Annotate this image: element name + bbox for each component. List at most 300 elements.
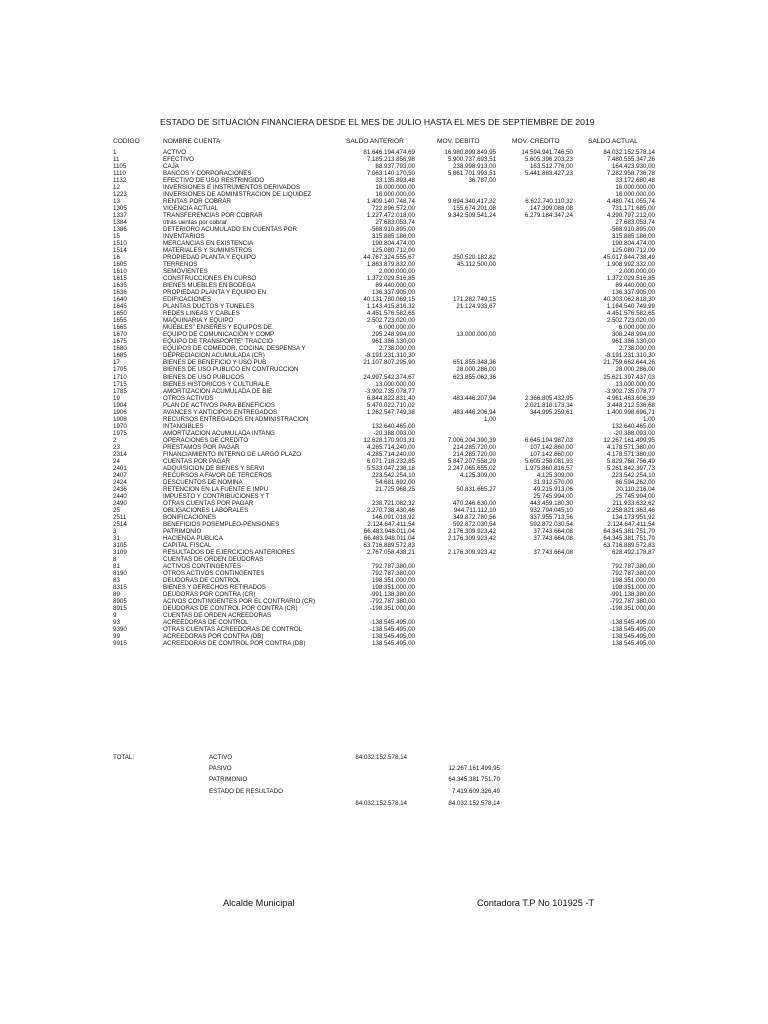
table-row — [0, 303, 768, 310]
row-code: 1510 — [113, 240, 127, 248]
row-prev-balance: 89.440.000,00 — [375, 282, 415, 290]
row-account-name: MUEBLES" ENSERES Y EQUIPOS DE — [163, 324, 272, 332]
row-prev-balance: 132.640.465,00 — [371, 422, 415, 430]
row-current-balance: 134.173.951,92 — [611, 513, 655, 521]
row-code: 1132 — [113, 177, 127, 185]
row-code: 1384 — [113, 219, 127, 227]
row-account-name: PLAN DE ACTIVOS PARA BENEFICIOS — [163, 401, 275, 409]
row-code: 1650 — [113, 310, 127, 318]
row-current-balance: -568.910.895,00 — [609, 226, 655, 234]
row-prev-balance: 2.738.000,00 — [378, 345, 415, 353]
row-prev-balance: -8.191.231.310,30 — [364, 352, 415, 360]
row-code: 8 — [113, 555, 117, 563]
row-debit: 5.900.737.693,51 — [447, 156, 496, 164]
row-code: 1665 — [113, 324, 127, 332]
row-account-name: ACREEDORAS POR CONTRA (DB) — [163, 633, 264, 641]
totals-resultado-label: ESTADO DE RESULTADO — [209, 788, 283, 795]
row-code: 16 — [113, 254, 120, 262]
row-current-balance: -991.138.380,00 — [609, 590, 655, 598]
table-row — [0, 591, 768, 598]
row-code: 1305 — [113, 205, 127, 213]
row-code: 2440 — [113, 492, 127, 500]
row-current-balance: 64.345.381.751,70 — [603, 527, 655, 535]
row-current-balance: 12.267.161.499,95 — [603, 436, 655, 444]
table-row — [0, 416, 768, 423]
row-credit: 443.459.180,30 — [529, 499, 573, 507]
row-prev-balance: 4.451.576.582,65 — [366, 310, 415, 318]
row-debit: 214.285.720,00 — [452, 443, 496, 451]
row-prev-balance: 792.787.380,00 — [371, 562, 415, 570]
row-debit: 651.855.348,36 — [452, 359, 496, 367]
row-current-balance: 4.961.463.606,39 — [606, 394, 655, 402]
row-account-name: OPERACIONES DE CREDITO — [163, 436, 249, 444]
table-row — [0, 535, 768, 542]
row-account-name: ACTIVO — [163, 149, 187, 156]
row-prev-balance: 24.997.542.374,67 — [363, 373, 415, 381]
row-account-name: BIENES DE BENEFICIO Y USO PUB — [163, 359, 267, 367]
row-credit: 6.645.194.987,03 — [524, 436, 573, 444]
row-code: 89 — [113, 590, 120, 598]
row-credit: 2.366.805.432,95 — [524, 394, 573, 402]
row-prev-balance: 44.767.324.555,67 — [363, 254, 415, 262]
row-account-name: ACREEDORAS DE CONTROL — [163, 619, 249, 627]
row-account-name: CAPITAL FISCAL — [163, 541, 212, 549]
row-credit: 37.743.664,08 — [533, 527, 573, 535]
row-debit: 4.125.309,00 — [459, 471, 496, 479]
row-debit: 16.980.899.849,95 — [444, 149, 496, 156]
row-prev-balance: 2.502.723.020,00 — [366, 317, 415, 325]
table-row — [0, 247, 768, 254]
row-prev-balance: 88.937.793,00 — [375, 163, 415, 171]
row-prev-balance: 40.131.780.069,15 — [363, 296, 415, 304]
row-prev-balance: 1.262.547.749,38 — [366, 408, 415, 416]
row-code: 1386 — [113, 226, 127, 234]
row-prev-balance: -20.388.093,00 — [373, 429, 415, 437]
table-row — [0, 577, 768, 584]
row-current-balance: 5.261.842.397,73 — [606, 464, 655, 472]
row-account-name: CUENTAS DE ORDEN ACREEDORAS — [163, 612, 272, 620]
table-row — [0, 219, 768, 226]
row-prev-balance: 136.337.905,00 — [371, 289, 415, 297]
row-account-name: OTRAS CUENTAS ACREEDORAS DE CONTROL — [163, 626, 303, 634]
row-prev-balance: 81.646.194.474,69 — [363, 149, 415, 156]
table-row — [0, 184, 768, 191]
row-prev-balance: 54.681.692,00 — [375, 478, 415, 486]
table-row — [0, 430, 768, 437]
row-account-name: OBLIGACIONES LABORALES — [163, 506, 249, 514]
row-prev-balance: 16.000.000,00 — [375, 191, 415, 199]
row-account-name: IMPUESTO Y CONTRIBUCIONES Y T — [163, 492, 270, 500]
row-code: 1337 — [113, 212, 127, 220]
row-current-balance: 190.804.474,00 — [611, 240, 655, 248]
row-prev-balance: 1.143.415.816,32 — [366, 303, 415, 311]
row-current-balance: 16.000.000,00 — [615, 191, 655, 199]
row-account-name: DEUDORAS POR CONTRA (CR) — [163, 590, 256, 598]
header-name: NOMBRE CUENTA — [163, 138, 221, 145]
table-row — [0, 570, 768, 577]
row-prev-balance: 138.545.495,00 — [371, 640, 415, 648]
row-credit: 1.975.860.816,57 — [524, 464, 573, 472]
row-current-balance: 2.502.723.020,00 — [606, 317, 655, 325]
table-row — [0, 423, 768, 430]
row-debit: 28.000.286,00 — [456, 366, 496, 374]
row-code: 15 — [113, 233, 120, 241]
table-row — [0, 465, 768, 472]
row-code: 83 — [113, 576, 120, 584]
row-current-balance: 1.164.540.749,99 — [606, 303, 655, 311]
row-prev-balance: 6.071.718.232,85 — [366, 457, 415, 465]
table-row — [0, 261, 768, 268]
table-row — [0, 268, 768, 275]
row-current-balance: 20.110.216,04 — [615, 485, 655, 493]
table-row — [0, 317, 768, 324]
row-account-name: CUENTAS POR PAGAR — [163, 457, 231, 465]
row-code: 8915 — [113, 605, 127, 613]
row-account-name: HACIENDA PUBLICA — [163, 534, 223, 542]
row-current-balance: 136.337.905,00 — [611, 289, 655, 297]
row-credit: 5.605.258.081,93 — [524, 457, 573, 465]
row-debit: 9.342.509.541,24 — [447, 212, 496, 220]
row-prev-balance: 1.409.140.748,74 — [366, 198, 415, 206]
row-current-balance: 3.448.212.536,68 — [606, 401, 655, 409]
row-debit: 45.112.500,00 — [456, 261, 496, 269]
row-account-name: DEUDORAS DE CONTROL — [163, 576, 241, 584]
row-prev-balance: 2.767.058.438,21 — [366, 548, 415, 556]
header-prev-balance: SALDO ANTERIOR — [346, 138, 404, 145]
row-code: 17 — [113, 359, 120, 367]
table-row — [0, 500, 768, 507]
row-credit: 107.142.860,00 — [529, 443, 573, 451]
row-account-name: DEPRECIACION ACUMULADA (CR) — [163, 352, 265, 360]
row-account-name: ADQUISICION DE BIENES Y SERVI — [163, 464, 265, 472]
table-row — [0, 437, 768, 444]
table-row — [0, 507, 768, 514]
row-current-balance: 7.480.555.347,26 — [606, 156, 655, 164]
table-row — [0, 486, 768, 493]
row-code: 1110 — [113, 170, 126, 178]
row-credit: 5.605.396.203,23 — [524, 156, 573, 164]
row-credit: 37.743.664,08 — [533, 534, 573, 542]
table-row — [0, 542, 768, 549]
row-current-balance: 308.248.994,00 — [611, 331, 655, 339]
row-code: 1675 — [113, 338, 127, 346]
table-row — [0, 388, 768, 395]
row-debit: 2.247.065.655,02 — [447, 464, 496, 472]
signature-mayor: Alcalde Municipal — [223, 898, 295, 908]
row-account-name: RETENCION EN LA FUENTE E IMPU — [163, 485, 269, 493]
row-account-name: TERRENOS — [163, 261, 198, 269]
row-debit: 483.446.207,94 — [452, 394, 496, 402]
row-current-balance: 4.451.576.582,65 — [606, 310, 655, 318]
row-current-balance: 40.303.062.818,30 — [603, 296, 655, 304]
row-account-name: EDIFICACIONES — [163, 296, 212, 304]
table-row — [0, 289, 768, 296]
table-row — [0, 338, 768, 345]
row-account-name: AMORTIZACION ACUMULADA INTANG — [163, 429, 275, 437]
row-prev-balance: 198.351.000,00 — [371, 583, 415, 591]
table-row — [0, 345, 768, 352]
row-account-name: MAQUINARIA Y EQUIPO — [163, 317, 234, 325]
row-debit: 1,00 — [483, 415, 496, 423]
table-row — [0, 310, 768, 317]
row-debit: 2.176.309.923,42 — [447, 548, 496, 556]
row-prev-balance: 4.285.714.240,00 — [366, 443, 415, 451]
row-debit: 13.000.000,00 — [456, 331, 496, 339]
row-prev-balance: 27.683.053,74 — [375, 219, 415, 227]
row-code: 2 — [113, 436, 117, 444]
table-row — [0, 205, 768, 212]
row-account-name: BONIFICACIONES — [163, 513, 216, 521]
row-current-balance: 64.345.381.751,70 — [603, 534, 655, 542]
row-code: 1904 — [113, 401, 127, 409]
row-current-balance: 4.480.741.055,74 — [606, 198, 655, 206]
row-account-name: EFECTIVO DE USO RESTRINGIDO — [163, 177, 265, 185]
row-prev-balance: 1.372.029.516,85 — [366, 275, 415, 283]
totals-sum-left: 84.032.152.578,14 — [355, 800, 407, 807]
row-prev-balance: 66.483.948.011,04 — [363, 527, 415, 535]
table-row — [0, 556, 768, 563]
row-prev-balance: 722.896.572,00 — [371, 205, 415, 213]
row-current-balance: 792.787.380,00 — [611, 569, 655, 577]
table-row — [0, 275, 768, 282]
row-prev-balance: 66.483.948.011,04 — [363, 534, 415, 542]
table-row — [0, 191, 768, 198]
row-prev-balance: 13.000.000,00 — [375, 380, 415, 388]
table-row — [0, 458, 768, 465]
row-code: 1636 — [113, 289, 127, 297]
row-current-balance: 86.594.262,00 — [615, 478, 655, 486]
row-prev-balance: 4.285.714.240,00 — [366, 450, 415, 458]
row-account-name: BIENES MUEBLES EN BODEGA — [163, 282, 256, 290]
row-current-balance: 731.171.685,00 — [611, 205, 655, 213]
row-account-name: RESULTADOS DE EJERCICIOS ANTERIORES — [163, 548, 295, 556]
row-account-name: ACTIVOS CONTINGENTES — [163, 562, 242, 570]
row-account-name: PATRIMONIO — [163, 527, 202, 535]
row-current-balance: 4.178.571.380,00 — [606, 450, 655, 458]
row-credit: 592.872.030,54 — [529, 520, 573, 528]
row-prev-balance: 190.804.474,00 — [371, 240, 415, 248]
row-debit: 155.674.201,08 — [452, 205, 496, 213]
table-row — [0, 479, 768, 486]
row-prev-balance: -138.545.495,00 — [369, 619, 415, 627]
row-current-balance: -792.787.380,00 — [609, 598, 655, 605]
row-account-name: RECURSOS A FAVOR DE TERCEROS — [163, 471, 272, 479]
table-row — [0, 528, 768, 535]
row-code: 8190 — [113, 569, 127, 577]
row-current-balance: 164.423.930,00 — [611, 163, 655, 171]
table-row — [0, 612, 768, 619]
row-account-name: OTROS ACTIVOS — [163, 394, 214, 402]
row-credit: 337.955.713,56 — [529, 513, 573, 521]
row-debit: 349.872.780,56 — [452, 513, 496, 521]
row-code: 11 — [113, 156, 120, 164]
row-current-balance: -138.545.495,00 — [609, 619, 655, 627]
table-row — [0, 296, 768, 303]
row-account-name: PLANTAS DUCTOS Y TUNELES — [163, 303, 255, 311]
row-code: 12 — [113, 184, 120, 192]
row-debit: 171.282.749,15 — [452, 296, 496, 304]
row-account-name: AVANCES Y ANTICIPOS ENTREGADOS — [163, 408, 278, 416]
table-row — [0, 198, 768, 205]
row-prev-balance: 238.721.082,32 — [371, 499, 415, 507]
table-row — [0, 633, 768, 640]
header-code: CODIGO — [113, 138, 140, 145]
row-current-balance: 961.386.130,00 — [611, 338, 655, 346]
row-account-name: DESCUENTOS DE NOMINA — [163, 478, 243, 486]
row-code: 9 — [113, 612, 117, 620]
row-code: 1640 — [113, 296, 127, 304]
row-debit: 50.831.665,27 — [456, 485, 496, 493]
row-account-name: PROPIEDAD PLANTA Y EQUIPO EN — [163, 289, 267, 297]
row-account-name: RECURSOS ENTREGADOS EN ADMINISTRACION — [163, 415, 309, 423]
totals-pasivo-value: 12.267.161.499,95 — [448, 765, 500, 772]
row-credit: 344.995.259,61 — [529, 408, 573, 416]
row-debit: 470.246.630,00 — [452, 499, 496, 507]
table-row — [0, 584, 768, 591]
row-debit: 2.176.309.923,42 — [447, 527, 496, 535]
row-prev-balance: 21.725.968,25 — [375, 485, 415, 493]
row-code: 1610 — [113, 268, 127, 276]
row-current-balance: 27.683.053,74 — [615, 219, 655, 227]
row-code: 13 — [113, 198, 120, 206]
row-code: 1645 — [113, 303, 127, 311]
row-code: 2314 — [113, 450, 127, 458]
table-row — [0, 444, 768, 451]
row-account-name: PRESTAMOS POR PAGAR — [163, 443, 240, 451]
row-account-name: REDES LINEAS Y CABLES — [163, 310, 240, 318]
row-code: 9915 — [113, 640, 127, 648]
row-prev-balance: -198.351.000,00 — [369, 605, 415, 613]
row-account-name: INVERSIONES E INSTRUMENTOS DERIVADOS — [163, 184, 300, 192]
row-account-name: BANCOS Y CORPORACIONES — [163, 170, 252, 178]
row-prev-balance: -991.138.380,00 — [369, 590, 415, 598]
table-row — [0, 381, 768, 388]
table-row — [0, 472, 768, 479]
row-code: 19 — [113, 394, 120, 402]
table-row — [0, 605, 768, 612]
row-current-balance: 198.351.000,00 — [611, 583, 655, 591]
row-current-balance: 792.787.380,00 — [611, 562, 655, 570]
row-credit: 107.142.860,00 — [529, 450, 573, 458]
totals-sum-right: 84.032.152.578,14 — [448, 800, 500, 807]
row-current-balance: 16.000.000,00 — [615, 184, 655, 192]
table-row — [0, 598, 768, 605]
row-code: 24 — [113, 457, 120, 465]
row-current-balance: 125.080.712,00 — [611, 247, 655, 255]
row-debit: 21.124.933,67 — [456, 303, 496, 311]
row-current-balance: -198.351.000,00 — [609, 605, 655, 613]
row-code: 1670 — [113, 331, 127, 339]
row-debit: 944.711.112,10 — [453, 506, 496, 514]
row-account-name: TRANSFERENCIAS POR COBRAR — [163, 212, 263, 220]
row-current-balance: 89.440.000,00 — [615, 282, 655, 290]
table-row — [0, 395, 768, 402]
row-code: 99 — [113, 633, 120, 641]
row-debit: 250.520.182,82 — [452, 254, 496, 262]
row-current-balance: -3.902.735.078,77 — [604, 387, 655, 395]
totals-patrimonio-label: PATRIMONIO — [209, 776, 248, 783]
row-current-balance: 84.032.152.578,14 — [603, 149, 655, 156]
row-current-balance: 315.885.186,00 — [611, 233, 655, 241]
row-code: 3109 — [113, 548, 127, 556]
row-credit: 31.912.570,00 — [533, 478, 573, 486]
row-account-name: otras uentas por cobrar — [163, 219, 227, 227]
row-current-balance: -20.388.093,00 — [613, 429, 655, 437]
row-prev-balance: 961.386.130,00 — [371, 338, 415, 346]
row-prev-balance: 16.000.000,00 — [375, 184, 415, 192]
row-account-name: DEUDORAS DE CONTROL POR CONTRA (CR) — [163, 605, 298, 613]
row-account-name: OTRAS CUENTAS POR PAGAR — [163, 499, 254, 507]
row-account-name: CUENTAS DE ORDEN DEUDORAS — [163, 555, 264, 563]
row-current-balance: 1.400.998.696,71 — [606, 408, 655, 416]
row-credit: 37.743.664,08 — [533, 548, 573, 556]
row-prev-balance: 33.135.893,48 — [375, 177, 415, 185]
row-account-name: CONSTRUCCIONES EN CURSO — [163, 275, 257, 283]
row-code: 1615 — [113, 275, 127, 283]
row-debit: 238.998.913,00 — [452, 163, 496, 171]
table-row — [0, 409, 768, 416]
row-prev-balance: -3.902.735.078,77 — [364, 387, 415, 395]
row-current-balance: 628.492.178,87 — [611, 548, 655, 556]
row-code: 1705 — [113, 366, 127, 374]
page-title: ESTADO DE SITUACIÓN FINANCIERA DESDE EL MES DE JULIO HASTA EL MES DE SEPTIEMBRE DE 2019 — [160, 117, 595, 127]
row-prev-balance: 315.885.186,00 — [371, 233, 415, 241]
header-credit: MOV. CREDITO — [512, 138, 560, 145]
row-current-balance: 25.621.397.437,03 — [603, 373, 655, 381]
row-current-balance: 1.372.029.516,85 — [606, 275, 655, 283]
table-row — [0, 366, 768, 373]
totals-label: TOTAL: — [113, 754, 135, 761]
row-code: 1514 — [113, 247, 127, 255]
row-code: 1 — [113, 149, 117, 156]
signature-accountant: Contadora T.P No 101925 -T — [477, 898, 595, 908]
table-row — [0, 493, 768, 500]
row-current-balance: 63.716.889.572,83 — [603, 541, 655, 549]
row-account-name: INVERSIONES DE ADMINISTRACION DE LIQUIDEZ — [163, 191, 312, 199]
row-account-name: BENEFICIOS POSEMPLEO-PENSIONES — [163, 520, 280, 528]
row-code: 3105 — [113, 541, 127, 549]
row-current-balance: 45.017.844.738,49 — [603, 254, 655, 262]
table-row — [0, 521, 768, 528]
row-debit: 7.006.204.390,39 — [447, 436, 496, 444]
row-current-balance: 2.124.647.411,54 — [607, 520, 655, 528]
row-debit: 592.872.030,54 — [452, 520, 496, 528]
row-current-balance: -138.545.495,00 — [609, 626, 655, 634]
row-code: 1105 — [113, 163, 127, 171]
table-row — [0, 626, 768, 633]
table-row — [0, 402, 768, 409]
table-row — [0, 163, 768, 170]
row-code: 1970 — [113, 422, 127, 430]
row-account-name: RENTAS POR COBRAR — [163, 198, 231, 206]
row-account-name: BIENES HISTORICOS Y CULTURALE — [163, 380, 270, 388]
row-account-name: EQUIPO DE COMUNICACION Y COMP — [163, 331, 275, 339]
row-current-balance: 6.000.000,00 — [618, 324, 655, 332]
row-account-name: ACREEDORAS DE CONTROL POR CONTRA (DB) — [163, 640, 306, 648]
row-credit: 2.021.810.173,34 — [524, 401, 573, 409]
table-row — [0, 233, 768, 240]
row-current-balance: 138.545.495,00 — [611, 640, 655, 648]
totals-resultado-value: 7.419.609.326,49 — [451, 788, 500, 795]
row-code: 1906 — [113, 408, 127, 416]
row-debit: 2.176.309.923,42 — [447, 534, 496, 542]
row-prev-balance: 2.124.647.411,54 — [367, 520, 415, 528]
row-account-name: EQUIPOS DE COMEDOR, COCINA, DESPENSA Y — [163, 345, 306, 353]
table-row — [0, 331, 768, 338]
row-code: 2514 — [113, 520, 127, 528]
row-current-balance: 28.000.286,00 — [615, 366, 655, 374]
row-account-name: CAJA — [163, 163, 179, 171]
